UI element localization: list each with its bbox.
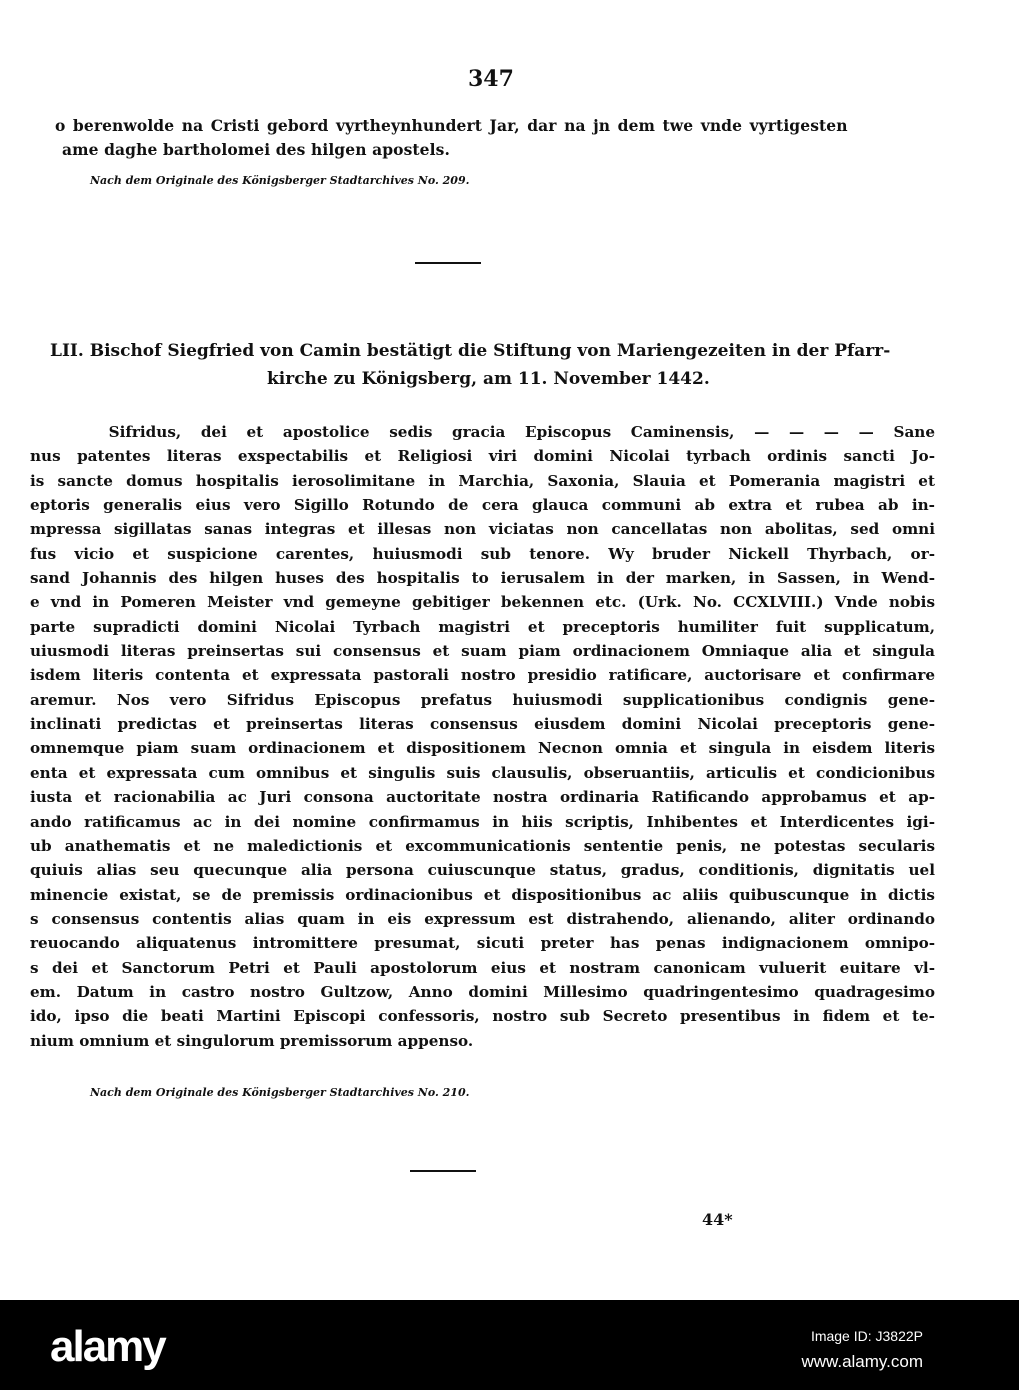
- body-line: iusta et racionabilia ac Juri consona auctoritate nostra ordinaria Ratificando approbamus et ap-: [30, 788, 935, 807]
- body-line: mpressa sigillatas sanas integras et illesas non viciatas non cancellatas non abolitas, sed omni: [30, 520, 935, 539]
- prev-doc-line-2: ame daghe bartholomei des hilgen apostels.: [62, 140, 450, 159]
- body-line: is sancte domus hospitalis ierosolimitane in Marchia, Saxonia, Slauia et Pomerania magistri et: [30, 471, 935, 490]
- document-source: Nach dem Originale des Königsberger Stadtarchives No. 210.: [90, 1086, 470, 1099]
- divider: [415, 262, 481, 264]
- body-line: nus patentes literas exspectabilis et Religiosi viri domini Nicolai tyrbach ordinis sancti Jo-: [30, 447, 935, 466]
- body-line: s consensus contentis alias quam in eis expressum est distrahendo, alienando, aliter ordinando: [30, 909, 935, 928]
- body-line: e vnd in Pomeren Meister vnd gemeyne gebitiger bekennen etc. (Urk. No. CCXLVIII.) Vnde nobis: [30, 593, 935, 612]
- body-line: aremur. Nos vero Sifridus Episcopus prefatus huiusmodi supplicationibus condignis gene-: [30, 690, 935, 709]
- body-line: inclinati predictas et preinsertas literas consensus eiusdem domini Nicolai preceptoris gene-: [30, 715, 935, 734]
- prev-doc-source: Nach dem Originale des Königsberger Stadtarchives No. 209.: [90, 174, 470, 187]
- body-line: eptoris generalis eius vero Sigillo Rotundo de cera glauca communi ab extra et rubea ab in-: [30, 496, 935, 515]
- body-line: sand Johannis des hilgen huses des hospitalis to ierusalem in der marken, in Sassen, in Wend-: [30, 569, 935, 588]
- body-line: ub anathematis et ne maledictionis et excommunicationis sententie penis, ne potestas secularis: [30, 836, 935, 855]
- body-line: nium omnium et singulorum premissorum appenso.: [30, 1031, 474, 1050]
- body-line: ido, ipso die beati Martini Episcopi confessoris, nostro sub Secreto presentibus in fidem et te-: [30, 1007, 935, 1026]
- watermark-url: www.alamy.com: [801, 1352, 923, 1371]
- body-line: omnemque piam suam ordinacionem et dispositionem Necnon omnia et singula in eisdem literis: [30, 739, 935, 758]
- watermark-bar: [0, 1300, 1019, 1390]
- prev-doc-line-1: o berenwolde na Cristi gebord vyrtheynhundert Jar, dar na jn dem twe vnde vyrtigesten: [55, 116, 848, 135]
- body-line: minencie existat, se de premissis ordinacionibus et dispositionibus ac aliis quibuscunque in dictis: [30, 885, 935, 904]
- document-heading-cont: kirche zu Königsberg, am 11. November 1442.: [267, 369, 710, 389]
- body-line: enta et expressata cum omnibus et singulis suis clausulis, obseruantiis, articulis et condicionibus: [30, 763, 935, 782]
- document-heading: LII. Bischof Siegfried von Camin bestätigt die Stiftung von Mariengezeiten in der Pfarr-: [50, 341, 891, 361]
- alamy-logo: alamy: [50, 1322, 165, 1371]
- body-line: uiusmodi literas preinsertas sui consensus et suam piam ordinacionem Omniaque alia et singula: [30, 642, 935, 661]
- signature-mark: 44*: [702, 1210, 733, 1229]
- body-line: em. Datum in castro nostro Gultzow, Anno domini Millesimo quadringentesimo quadragesimo: [30, 982, 935, 1001]
- image-id: Image ID: J3822P: [810, 1328, 923, 1344]
- document-body: [30, 420, 935, 1053]
- body-line: isdem literis contenta et expressata pastorali nostro presidio ratificare, auctorisare et confirmare: [30, 666, 935, 685]
- body-line: reuocando aliquatenus intromittere presumat, sicuti preter has penas indignacionem omnipo-: [30, 934, 935, 953]
- body-line: quiuis alias seu quecunque alia persona cuiuscunque status, gradus, conditionis, dignitatis uel: [30, 861, 935, 880]
- body-line: parte supradicti domini Nicolai Tyrbach magistri et preceptoris humiliter fuit supplicatum,: [30, 617, 935, 636]
- page-number: 347: [468, 66, 514, 92]
- divider: [410, 1170, 476, 1172]
- body-line: fus vicio et suspicione carentes, huiusmodi sub tenore. Wy bruder Nickell Thyrbach, or-: [30, 544, 935, 563]
- body-line: s dei et Sanctorum Petri et Pauli apostolorum eius et nostram canonicam vuluerit euitare vl-: [30, 958, 935, 977]
- body-line: ando ratificamus ac in dei nomine confirmamus in hiis scriptis, Inhibentes et Interdicentes igi-: [30, 812, 935, 831]
- body-line: Sifridus, dei et apostolice sedis gracia Episcopus Caminensis, — — — — Sane: [30, 423, 935, 441]
